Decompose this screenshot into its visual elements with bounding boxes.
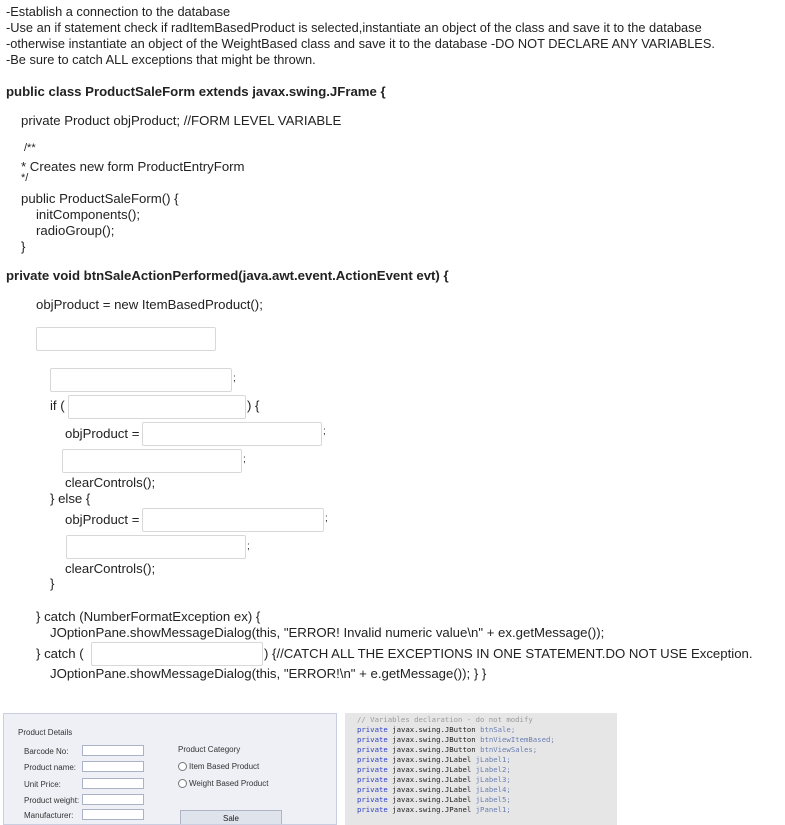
answer-blank-connection[interactable] (36, 327, 216, 351)
else-keyword: } else { (50, 491, 91, 506)
obj-assign-if: objProduct = (65, 426, 140, 441)
doc-comment-close: */ (21, 172, 29, 184)
variables-code-screenshot (345, 713, 617, 825)
code-line: private javax.swing.JPanel jPanel1; (357, 805, 511, 814)
semicolon: ; (243, 454, 246, 465)
class-declaration: public class ProductSaleForm extends javax.swing.JFrame { (6, 84, 386, 99)
sale-button[interactable]: Sale (180, 810, 282, 825)
radio-group-call: radioGroup(); (36, 223, 115, 238)
code-line: private javax.swing.JLabel jLabel2; (357, 765, 511, 774)
instruction-3: -otherwise instantiate an object of the WeightBased class and save it to the database -DO NOT DECLARE ANY VARIABLES. (6, 36, 715, 51)
semicolon: ; (233, 373, 236, 384)
answer-blank-pre-if[interactable] (50, 368, 232, 392)
unit-price-label: Unit Price: (24, 780, 61, 789)
item-based-radio-label: Item Based Product (189, 762, 260, 771)
category-label: Product Category (178, 745, 241, 754)
semicolon: ; (325, 513, 328, 524)
if-else-close-brace: } (50, 576, 55, 591)
product-form-screenshot (3, 713, 337, 825)
barcode-field[interactable] (82, 745, 144, 756)
instruction-1: -Establish a connection to the database (6, 4, 231, 19)
item-based-radio[interactable] (178, 762, 187, 771)
if-keyword: if ( (50, 398, 65, 413)
clear-controls-if: clearControls(); (65, 475, 156, 490)
field-declaration: private Product objProduct; //FORM LEVEL VARIABLE (21, 113, 342, 128)
constructor-close-brace: } (21, 239, 26, 254)
instruction-2: -Use an if statement check if radItemBasedProduct is selected,instantiate an object of the class and save it to the database (6, 20, 702, 35)
instruction-4: -Be sure to catch ALL exceptions that might be thrown. (6, 52, 316, 67)
answer-blank-weight-save[interactable] (66, 535, 246, 559)
catch-all-open: } catch ( (36, 646, 84, 661)
assign-item-based: objProduct = new ItemBasedProduct(); (36, 297, 263, 312)
catch-number-format: } catch (NumberFormatException ex) { (36, 609, 261, 624)
answer-blank-weight-object[interactable] (142, 508, 324, 532)
barcode-label: Barcode No: (24, 747, 69, 756)
dialog-number-format: JOptionPane.showMessageDialog(this, "ERROR! Invalid numeric value\n" + ex.getMessage()); (50, 625, 605, 640)
manufacturer-field[interactable] (82, 809, 144, 820)
answer-blank-item-save[interactable] (62, 449, 242, 473)
weight-based-radio-label: Weight Based Product (189, 779, 269, 788)
code-line: private javax.swing.JLabel jLabel3; (357, 775, 511, 784)
if-close: ) { (247, 398, 260, 413)
doc-comment-text: * Creates new form ProductEntryForm (21, 159, 245, 174)
code-line: private javax.swing.JLabel jLabel4; (357, 785, 511, 794)
catch-all-comment: ) {//CATCH ALL THE EXCEPTIONS IN ONE STATEMENT.DO NOT USE Exception. (264, 646, 753, 661)
method-declaration: private void btnSaleActionPerformed(java.awt.event.ActionEvent evt) { (6, 268, 449, 283)
code-line: private javax.swing.JButton btnSale; (357, 725, 516, 734)
unit-price-field[interactable] (82, 778, 144, 789)
obj-assign-else: objProduct = (65, 512, 140, 527)
code-line: private javax.swing.JButton btnViewItemBased; (357, 735, 555, 744)
init-components-call: initComponents(); (36, 207, 141, 222)
answer-blank-if-condition[interactable] (68, 395, 246, 419)
semicolon: ; (323, 426, 326, 437)
form-title: Product Details (18, 728, 73, 737)
product-name-field[interactable] (82, 761, 144, 772)
weight-based-radio[interactable] (178, 779, 187, 788)
code-line: private javax.swing.JButton btnViewSales; (357, 745, 538, 754)
clear-controls-else: clearControls(); (65, 561, 156, 576)
code-comment: // Variables declaration - do not modify (357, 715, 533, 724)
dialog-generic-error: JOptionPane.showMessageDialog(this, "ERROR!\n" + e.getMessage()); } } (50, 666, 487, 681)
code-line: private javax.swing.JLabel jLabel5; (357, 795, 511, 804)
answer-blank-item-object[interactable] (142, 422, 322, 446)
constructor-declaration: public ProductSaleForm() { (21, 191, 179, 206)
doc-comment-open: /** (24, 142, 36, 154)
answer-blank-catch-types[interactable] (91, 642, 263, 666)
manufacturer-label: Manufacturer: (24, 811, 74, 820)
product-name-label: Product name: (24, 763, 77, 772)
code-line: private javax.swing.JLabel jLabel1; (357, 755, 511, 764)
product-weight-field[interactable] (82, 794, 144, 805)
semicolon: ; (247, 541, 250, 552)
product-weight-label: Product weight: (24, 796, 80, 805)
